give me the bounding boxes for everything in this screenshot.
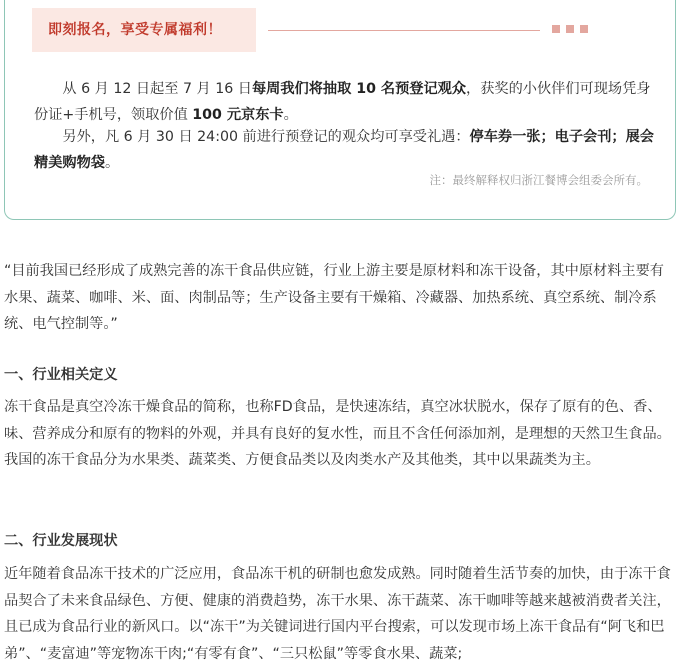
promo-paragraph-gifts	[34, 124, 654, 176]
p1-end: 。	[283, 107, 298, 123]
p2-end: 。	[104, 155, 120, 171]
section-heading-definition: 一、行业相关定义	[4, 367, 118, 383]
p2-highlight-gifts: 停车券一张；电子会刊；展会精美购物袋	[34, 129, 654, 171]
p1-details: ，获奖的小伙伴们可现场凭身份证+手机号，领取价值	[34, 81, 651, 123]
status-paragraph: 近年随着食品冻干技术的广泛应用，食品冻干机的研制也愈发成熟。同时随着生活节奏的加快，由于冻干食品契合了未来食品绿色、方便、健康的消费趋势，冻干水果、冻干蔬菜、冻干咖啡等越来越被消费者关注，且已成为食品行业的新风口。以“冻干”为关键词进行国内平台搜索，可以发现市场上冻干食品有“阿飞和巴弟”、“麦富迪”等宠物冻干肉;“有零有食”、“三只松鼠”等零食水果、蔬菜;	[4, 566, 671, 662]
decorative-line	[268, 30, 540, 31]
promo-banner	[32, 8, 256, 52]
section-heading-status: 二、行业发展现状	[4, 533, 118, 549]
disclaimer-note: 注：最终解释权归浙江餐博会组委会所有。	[429, 173, 648, 187]
promo-paragraph-draw	[34, 76, 654, 128]
p1-highlight-draw: 每周我们将抽取 10 名预登记观众	[251, 81, 467, 97]
p1-date-range: 从 6 月 12 日起至 7 月 16 日	[62, 81, 252, 97]
p2-intro: 另外，凡 6 月 30 日 24:00 前进行预登记的观众均可享受礼遇：	[62, 129, 470, 145]
promo-banner-text: 即刻报名，享受专属福利！	[48, 22, 222, 38]
p1-highlight-prize: 100 元京东卡	[192, 107, 284, 123]
definition-paragraph: 冻干食品是真空冷冻干燥食品的简称，也称FD食品，是快速冻结，真空冰状脱水，保存了原有的色、香、味、营养成分和原有的物料的外观，并具有良好的复水性，而且不含任何添加剂，是理想的天然卫生食品。我国的冻干食品分为水果类、蔬菜类、方便食品类以及肉类水产及其他类，其中以果蔬类为主。	[4, 399, 671, 468]
quote-paragraph: “目前我国已经形成了成熟完善的冻干食品供应链，行业上游主要是原材料和冻干设备，其中原材料主要有水果、蔬菜、咖啡、米、面、肉制品等；生产设备主要有干燥箱、冷藏器、加热系统、真空系统、制冷系统、电气控制等。”	[4, 263, 664, 332]
decorative-dots	[552, 25, 588, 35]
